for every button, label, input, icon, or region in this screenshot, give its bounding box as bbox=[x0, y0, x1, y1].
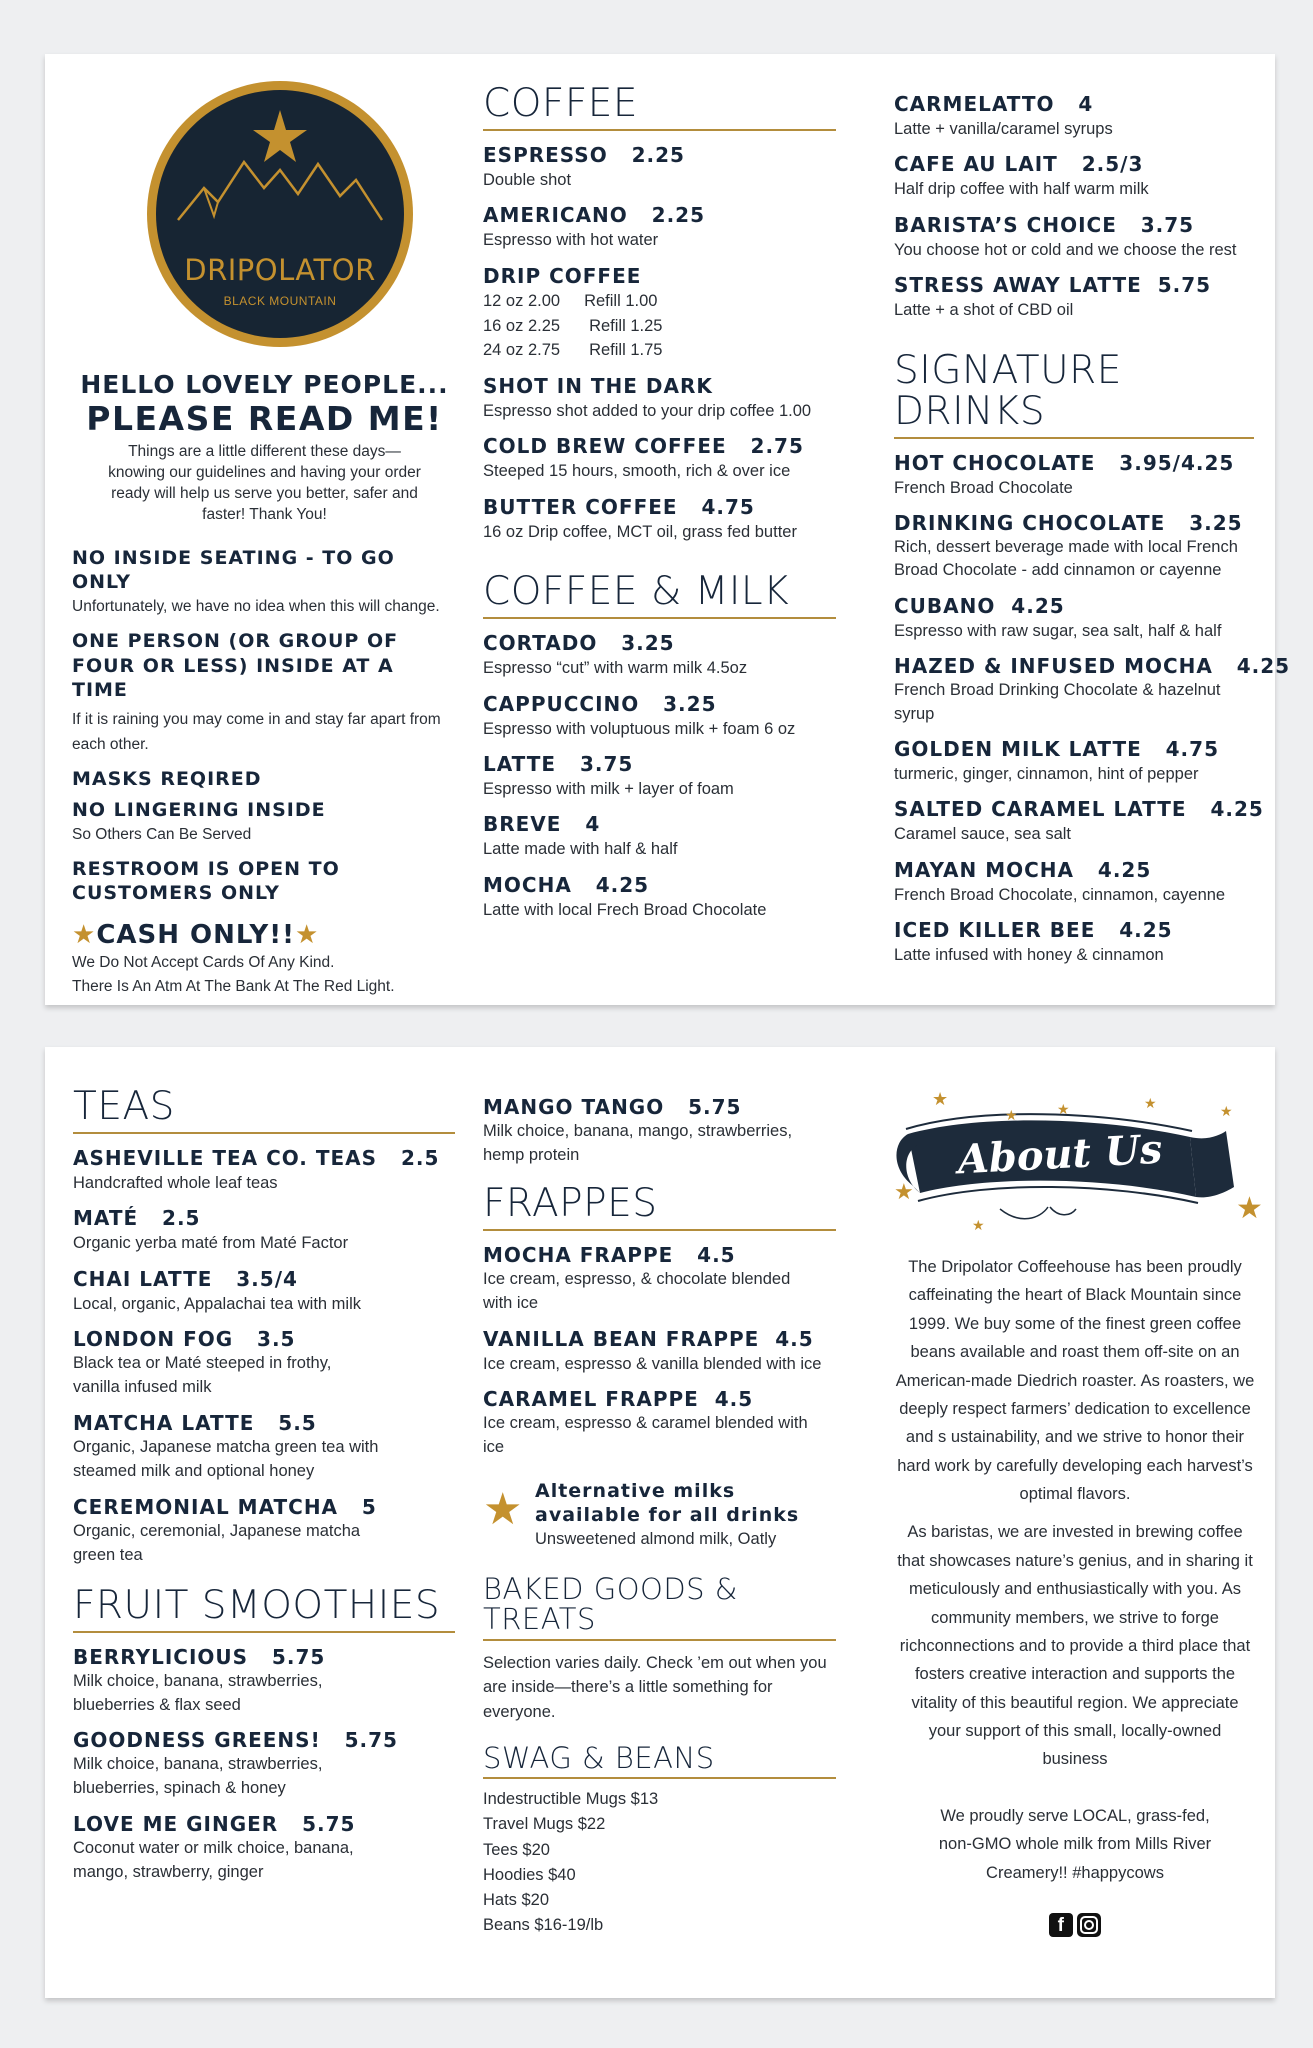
menu-item bbox=[73, 1267, 455, 1316]
rule-item bbox=[72, 546, 457, 619]
item-desc: Espresso with raw sugar, sea salt, half & half bbox=[894, 621, 1222, 640]
menu-item bbox=[483, 495, 836, 544]
item-desc: French Broad Chocolate bbox=[894, 478, 1073, 497]
menu-item bbox=[483, 1327, 836, 1376]
star-icon: ★ bbox=[972, 1217, 985, 1233]
item-name: MANGO TANGO 5.75 bbox=[483, 1095, 742, 1119]
item-desc: Latte with local Frech Broad Chocolate bbox=[483, 900, 767, 919]
menu-item bbox=[483, 264, 836, 363]
item-name: DRIP COFFEE bbox=[483, 263, 642, 288]
menu-item bbox=[73, 1327, 373, 1400]
item-desc: Coconut water or milk choice, banana, mango, strawberry, ginger bbox=[73, 1839, 354, 1882]
frappes-column bbox=[483, 1095, 836, 1938]
dripolator-logo bbox=[147, 81, 413, 347]
alt-milks-line2: available for all drinks bbox=[535, 1503, 800, 1526]
menu-item bbox=[894, 152, 1254, 201]
item-name: ASHEVILLE TEA CO. TEAS 2.5 bbox=[73, 1145, 440, 1170]
refill-label: Refill 1.75 bbox=[589, 341, 663, 360]
coffee-milk-title: COFFEE & MILK bbox=[483, 572, 836, 619]
alt-milks-body: Unsweetened almond milk, Oatly bbox=[535, 1530, 777, 1549]
drip-sizes bbox=[483, 289, 836, 363]
about-paragraph-3: We proudly serve LOCAL, grass-fed, non-GMO whole milk from Mills River Creamery!! #happycows bbox=[938, 1806, 1212, 1882]
brand-sub: BLACK MOUNTAIN bbox=[223, 294, 337, 308]
size-row bbox=[483, 289, 836, 314]
coffee-column bbox=[483, 81, 836, 922]
menu-item bbox=[73, 1495, 393, 1568]
menu-item bbox=[483, 203, 836, 252]
rule-item bbox=[72, 798, 457, 847]
item-desc: Latte infused with honey & cinnamon bbox=[894, 946, 1164, 965]
item-name: CORTADO 3.25 bbox=[483, 631, 675, 656]
menu-item bbox=[894, 92, 1254, 141]
item-name: MOCHA FRAPPE 4.5 bbox=[483, 1242, 736, 1267]
item-name: LONDON FOG 3.5 bbox=[73, 1327, 296, 1352]
about-banner-title: About Us bbox=[956, 1125, 1164, 1184]
menu-item bbox=[483, 1243, 813, 1316]
cash-only-block bbox=[72, 920, 457, 999]
menu-item bbox=[73, 1206, 455, 1255]
alt-milks-line1: Alternative milks bbox=[535, 1479, 736, 1502]
cash-body-2: There Is An Atm At The Bank At The Red Light. bbox=[72, 978, 395, 996]
item-desc: Espresso shot added to your drip coffee 1.00 bbox=[483, 402, 812, 420]
rule-head: RESTROOM IS OPEN TO CUSTOMERS ONLY bbox=[72, 857, 340, 905]
notice-title-1: HELLO LOVELY PEOPLE... bbox=[80, 370, 449, 399]
item-name: MAYAN MOCHA 4.25 bbox=[894, 857, 1152, 882]
about-banner bbox=[890, 1089, 1263, 1239]
menu-item bbox=[894, 451, 1254, 500]
menu-item bbox=[483, 1387, 813, 1460]
item-name: MATCHA LATTE 5.5 bbox=[73, 1411, 317, 1435]
menu-panel-top bbox=[45, 54, 1291, 1005]
item-name: CAFE AU LAIT 2.5/3 bbox=[894, 152, 1144, 177]
item-name: CHAI LATTE 3.5/4 bbox=[73, 1266, 298, 1291]
item-desc: Handcrafted whole leaf teas bbox=[73, 1173, 278, 1192]
item-desc: Black tea or Maté steeped in frothy, vanilla infused milk bbox=[73, 1354, 332, 1397]
size-label: 16 oz 2.25 bbox=[483, 316, 561, 335]
item-desc: Local, organic, Appalachai tea with milk bbox=[73, 1294, 361, 1313]
star-icon: ★ bbox=[1144, 1095, 1157, 1111]
item-name: MOCHA 4.25 bbox=[483, 872, 650, 897]
menu-item bbox=[483, 752, 836, 801]
social-icons bbox=[890, 1913, 1260, 1937]
refill-label: Refill 1.25 bbox=[589, 316, 663, 335]
swag-title: SWAG & BEANS bbox=[483, 1743, 836, 1779]
item-name: SALTED CARAMEL LATTE 4.25 bbox=[894, 797, 1264, 822]
baked-title: BAKED GOODS & TREATS bbox=[483, 1574, 836, 1641]
list-item: Indestructible Mugs $13 bbox=[483, 1790, 659, 1809]
menu-item bbox=[894, 654, 1291, 726]
size-label: 12 oz 2.00 bbox=[483, 291, 561, 310]
item-desc: Espresso with milk + layer of foam bbox=[483, 779, 734, 798]
teas-title: TEAS bbox=[73, 1087, 455, 1134]
about-paragraph-1: The Dripolator Coffeehouse has been proudly caffeinating the heart of Black Mountain since 1999. We buy some of the finest green coffee beans available and roast them off-site on an American-made Diedrich roaster. As roasters, we deeply respect farmers’ dedication to excellence and s ustainability, and we strive to honor their hard work by carefully developing each harvest’s optimal flavors. bbox=[895, 1258, 1255, 1503]
brand-name: DRIPOLATOR bbox=[184, 253, 376, 287]
menu-item bbox=[483, 692, 836, 741]
item-desc: Caramel sauce, sea salt bbox=[894, 825, 1071, 844]
instagram-icon[interactable] bbox=[1077, 1913, 1101, 1937]
rule-item bbox=[72, 629, 442, 757]
item-name: ICED KILLER BEE 4.25 bbox=[894, 918, 1173, 943]
item-name: BUTTER COFFEE 4.75 bbox=[483, 494, 755, 519]
item-desc: 16 oz Drip coffee, MCT oil, grass fed butter bbox=[483, 522, 797, 541]
item-desc: Double shot bbox=[483, 170, 572, 189]
rule-body: So Others Can Be Served bbox=[72, 825, 252, 843]
frappes-title: FRAPPES bbox=[483, 1184, 836, 1231]
refill-label: Refill 1.00 bbox=[584, 291, 658, 310]
menu-panel-bottom bbox=[45, 1047, 1275, 1998]
menu-item bbox=[894, 213, 1254, 262]
star-icon: ★ bbox=[1005, 1107, 1018, 1123]
item-desc: Milk choice, banana, strawberries, blueberries & flax seed bbox=[73, 1671, 323, 1714]
menu-item bbox=[483, 434, 836, 483]
star-icon: ★ bbox=[1236, 1192, 1263, 1225]
notice-body: Things are a little different these days—knowing our guidelines and having your order ready will help us serve you better, safer and faster! Thank You! bbox=[108, 443, 421, 523]
coffee-title: COFFEE bbox=[483, 84, 836, 131]
item-name: CARAMEL FRAPPE 4.5 bbox=[483, 1387, 754, 1412]
menu-item bbox=[73, 1411, 393, 1484]
item-name: DRINKING CHOCOLATE 3.25 bbox=[894, 510, 1243, 535]
item-desc: Milk choice, banana, mango, strawberries, hemp protein bbox=[483, 1122, 793, 1164]
menu-item bbox=[73, 1645, 373, 1718]
alt-milks-block bbox=[483, 1480, 836, 1552]
item-name: GOLDEN MILK LATTE 4.75 bbox=[894, 737, 1219, 761]
item-name: LOVE ME GINGER 5.75 bbox=[73, 1812, 356, 1837]
item-name: CARMELATTO 4 bbox=[894, 92, 1094, 116]
signature-column bbox=[894, 92, 1291, 968]
item-name: BARISTA’S CHOICE 3.75 bbox=[894, 212, 1195, 237]
smoothies-title: FRUIT SMOOTHIES bbox=[73, 1586, 455, 1633]
about-column bbox=[890, 1089, 1263, 1937]
about-paragraph-2: As baristas, we are invested in brewing coffee that showcases nature’s genius, and in sharing it meticulously and enthusiastically with you. As community members, we strive to forge richconnections and to provide a third place that fosters creative interaction and supports the vitality of this beautiful region. We appreciate your support of this small, locally-owned business bbox=[897, 1523, 1253, 1769]
item-desc: French Broad Chocolate, cinnamon, cayenne bbox=[894, 885, 1226, 904]
star-icon: ★ bbox=[932, 1089, 949, 1109]
list-item: Hoodies $40 bbox=[483, 1865, 576, 1884]
item-name: CEREMONIAL MATCHA 5 bbox=[73, 1494, 377, 1519]
rule-head: ONE PERSON (OR GROUP OF FOUR OR LESS) INSIDE AT A TIME bbox=[72, 630, 399, 702]
item-desc: You choose hot or cold and we choose the rest bbox=[894, 240, 1237, 259]
rule-body: Unfortunately, we have no idea when this will change. bbox=[72, 598, 440, 616]
baked-body: Selection varies daily. Check ’em out when you are inside—there’s a little something for everyone. bbox=[483, 1653, 827, 1722]
item-desc: Latte + vanilla/caramel syrups bbox=[894, 120, 1113, 138]
item-desc: Milk choice, banana, strawberries, blueberries, spinach & honey bbox=[73, 1755, 323, 1798]
rule-item bbox=[72, 767, 457, 792]
item-name: LATTE 3.75 bbox=[483, 751, 634, 776]
list-item: Tees $20 bbox=[483, 1840, 550, 1859]
rule-head: NO INSIDE SEATING - TO GO ONLY bbox=[72, 546, 395, 594]
list-item: Travel Mugs $22 bbox=[483, 1815, 606, 1834]
menu-item bbox=[483, 1095, 813, 1168]
item-desc: Espresso with voluptuous milk + foam 6 oz bbox=[483, 719, 796, 738]
list-item: Hats $20 bbox=[483, 1890, 550, 1909]
item-desc: Steeped 15 hours, smooth, rich & over ice bbox=[483, 462, 791, 481]
item-desc: Espresso “cut” with warm milk 4.5oz bbox=[483, 659, 748, 678]
item-name: HAZED & INFUSED MOCHA 4.25 bbox=[894, 654, 1291, 679]
item-desc: Latte made with half & half bbox=[483, 840, 678, 859]
item-name: BREVE 4 bbox=[483, 812, 601, 837]
item-name: STRESS AWAY LATTE 5.75 bbox=[894, 273, 1212, 298]
cash-only-title: CASH ONLY!! bbox=[96, 920, 295, 951]
menu-item bbox=[73, 1728, 398, 1801]
item-name: HOT CHOCOLATE 3.95/4.25 bbox=[894, 450, 1235, 475]
item-name: SHOT IN THE DARK bbox=[483, 374, 713, 398]
item-desc: Espresso with hot water bbox=[483, 231, 659, 250]
menu-item bbox=[483, 812, 836, 861]
menu-item bbox=[483, 143, 836, 192]
size-row bbox=[483, 338, 836, 363]
menu-item bbox=[894, 858, 1254, 907]
facebook-icon[interactable]: f bbox=[1049, 1913, 1073, 1937]
menu-item bbox=[483, 873, 836, 922]
item-desc: Rich, dessert beverage made with local French Broad Chocolate - add cinnamon or cayenne bbox=[894, 537, 1238, 580]
menu-item bbox=[894, 273, 1254, 322]
rule-head: NO LINGERING INSIDE bbox=[72, 799, 326, 822]
menu-item bbox=[73, 1146, 455, 1195]
menu-item bbox=[483, 631, 836, 680]
item-desc: Half drip coffee with half warm milk bbox=[894, 180, 1149, 199]
menu-item bbox=[483, 374, 836, 423]
item-name: BERRYLICIOUS 5.75 bbox=[73, 1644, 326, 1669]
item-desc: Organic yerba maté from Maté Factor bbox=[73, 1234, 349, 1253]
list-item: Beans $16-19/lb bbox=[483, 1915, 604, 1934]
signature-title: SIGNATURE DRINKS bbox=[894, 351, 1254, 439]
item-name: CUBANO 4.25 bbox=[894, 593, 1065, 618]
item-name: MATÉ 2.5 bbox=[73, 1206, 201, 1231]
item-name: ESPRESSO 2.25 bbox=[483, 142, 685, 167]
menu-item bbox=[894, 594, 1254, 643]
item-name: VANILLA BEAN FRAPPE 4.5 bbox=[483, 1326, 814, 1351]
item-name: AMERICANO 2.25 bbox=[483, 203, 706, 228]
item-desc: Ice cream, espresso, & chocolate blended with ice bbox=[483, 1269, 791, 1312]
size-label: 24 oz 2.75 bbox=[483, 341, 561, 360]
swag-list bbox=[483, 1787, 836, 1937]
item-desc: Organic, Japanese matcha green tea with steamed milk and optional honey bbox=[73, 1438, 379, 1480]
notice-block bbox=[72, 370, 457, 999]
menu-item bbox=[73, 1812, 393, 1885]
item-desc: French Broad Drinking Chocolate & hazelnut syrup bbox=[894, 681, 1221, 723]
rule-body: If it is raining you may come in and stay far apart from each other. bbox=[72, 711, 441, 754]
menu-item bbox=[894, 918, 1254, 967]
notice-title-2: PLEASE READ ME! bbox=[86, 399, 443, 438]
menu-item bbox=[894, 797, 1264, 846]
item-name: COLD BREW COFFEE 2.75 bbox=[483, 434, 804, 459]
star-icon: ★ bbox=[483, 1484, 523, 1534]
item-name: CAPPUCCINO 3.25 bbox=[483, 691, 717, 716]
rule-item bbox=[72, 857, 372, 906]
item-desc: Organic, ceremonial, Japanese matcha green tea bbox=[73, 1521, 361, 1564]
menu-item bbox=[894, 511, 1254, 583]
star-icon: ★ bbox=[1057, 1101, 1070, 1117]
item-desc: Ice cream, espresso & vanilla blended with ice bbox=[483, 1354, 822, 1373]
item-desc: Latte + a shot of CBD oil bbox=[894, 301, 1074, 320]
star-icon: ★ bbox=[294, 920, 320, 951]
cash-body-1: We Do Not Accept Cards Of Any Kind. bbox=[72, 954, 335, 972]
size-row bbox=[483, 314, 836, 339]
star-icon: ★ bbox=[1220, 1103, 1233, 1119]
item-desc: Ice cream, espresso & caramel blended with ice bbox=[483, 1414, 808, 1456]
item-desc: turmeric, ginger, cinnamon, hint of pepper bbox=[894, 765, 1199, 783]
menu-item bbox=[894, 737, 1254, 786]
star-icon: ★ bbox=[894, 1179, 914, 1204]
item-name: GOODNESS GREENS! 5.75 bbox=[73, 1728, 398, 1753]
teas-column bbox=[73, 1084, 455, 1885]
star-icon: ★ bbox=[72, 920, 97, 951]
rule-head: MASKS REQIRED bbox=[72, 768, 262, 791]
